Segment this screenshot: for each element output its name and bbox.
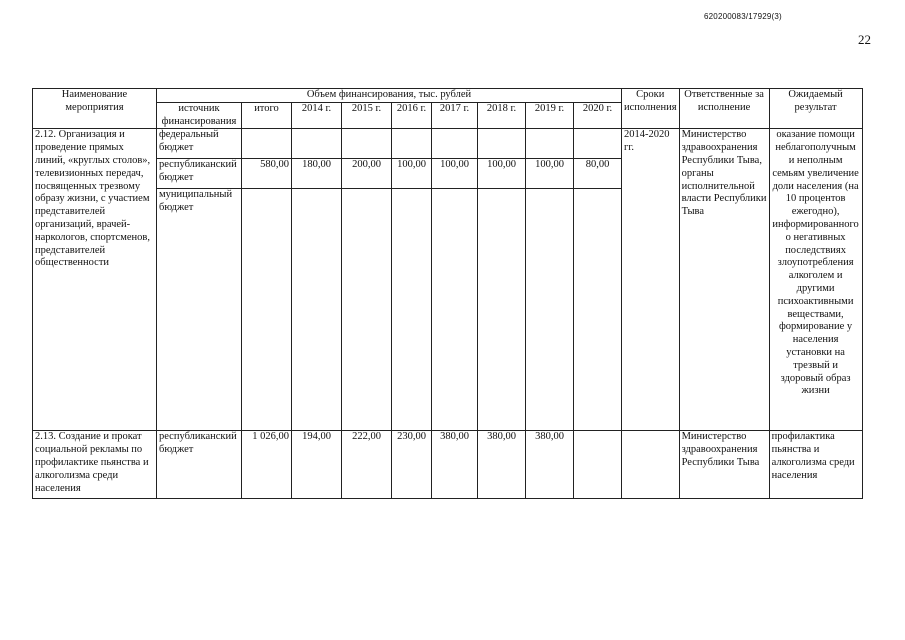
header-result: Ожидаемый результат — [769, 89, 862, 129]
funding-year-value — [526, 129, 574, 159]
page-number: 22 — [858, 32, 871, 47]
header-year: 2019 г. — [526, 102, 574, 129]
funding-year-value: 230,00 — [392, 431, 432, 499]
funding-year-value — [574, 129, 622, 159]
funding-year-value: 194,00 — [292, 431, 342, 499]
responsible: Министерство здравоохранения Республики Тыва — [679, 431, 769, 499]
document-id: 620200083/17929(3) — [704, 12, 782, 21]
header-year: 2020 г. — [574, 102, 622, 129]
funding-total — [242, 189, 292, 431]
header-responsible: Ответственные за исполнение — [679, 89, 769, 129]
expected-result: профилактика пьянства и алкоголизма среди населения — [769, 431, 862, 499]
deadline: 2014-2020 гг. — [622, 129, 680, 431]
funding-year-value — [292, 129, 342, 159]
header-deadline: Сроки исполнения — [622, 89, 680, 129]
table-row — [33, 431, 863, 499]
funding-year-value: 100,00 — [478, 159, 526, 189]
header-total: итого — [242, 102, 292, 129]
funding-source: федеральный бюджет — [157, 129, 242, 159]
funding-year-value — [432, 129, 478, 159]
header-year: 2017 г. — [432, 102, 478, 129]
funding-year-value — [342, 189, 392, 431]
funding-year-value — [478, 129, 526, 159]
responsible: Министерство здравоохранения Республики Тыва, органы исполнительной власти Республики Тыва — [679, 129, 769, 431]
funding-year-value: 380,00 — [526, 431, 574, 499]
header-funding: Объем финансирования, тыс. рублей — [157, 89, 622, 103]
funding-year-value: 380,00 — [478, 431, 526, 499]
funding-year-value — [574, 189, 622, 431]
funding-year-value — [292, 189, 342, 431]
table-row — [33, 129, 863, 159]
header-year: 2014 г. — [292, 102, 342, 129]
funding-year-value: 100,00 — [432, 159, 478, 189]
expected-result: оказание помощи неблагополучным и неполным семьям увеличение доли населения (на 10 процентов ежегодно), информированного о негативных последствиях злоупотребления алкоголем и другими психоактивными веществами, формирование у населения установки на трезвый и здоровый образ жизни — [769, 129, 862, 431]
funding-year-value — [392, 129, 432, 159]
funding-year-value — [478, 189, 526, 431]
funding-year-value: 222,00 — [342, 431, 392, 499]
funding-total — [242, 129, 292, 159]
header-year: 2016 г. — [392, 102, 432, 129]
funding-year-value: 380,00 — [432, 431, 478, 499]
funding-source: республиканский бюджет — [157, 431, 242, 499]
header-year: 2015 г. — [342, 102, 392, 129]
funding-year-value: 200,00 — [342, 159, 392, 189]
funding-year-value: 100,00 — [526, 159, 574, 189]
funding-year-value — [342, 129, 392, 159]
funding-year-value: 100,00 — [392, 159, 432, 189]
measure-name: 2.13. Создание и прокат социальной рекламы по профилактике пьянства и алкоголизма среди населения — [33, 431, 157, 499]
measure-name: 2.12. Организация и проведение прямых линий, «круглых столов», телевизионных передач, посвященных трезвому образу жизни, с участием представителей организаций, врачей-наркологов, спортсменов, представителей общественности — [33, 129, 157, 431]
funding-year-value — [432, 189, 478, 431]
funding-year-value — [574, 431, 622, 499]
funding-year-value: 180,00 — [292, 159, 342, 189]
funding-year-value — [526, 189, 574, 431]
funding-year-value — [392, 189, 432, 431]
funding-year-value: 80,00 — [574, 159, 622, 189]
funding-table — [32, 88, 863, 499]
deadline — [622, 431, 680, 499]
funding-total: 580,00 — [242, 159, 292, 189]
funding-source: муниципальный бюджет — [157, 189, 242, 431]
funding-source: республиканский бюджет — [157, 159, 242, 189]
header-year: 2018 г. — [478, 102, 526, 129]
funding-total: 1 026,00 — [242, 431, 292, 499]
header-name: Наименование мероприятия — [33, 89, 157, 129]
header-source: источник финансирования — [157, 102, 242, 129]
